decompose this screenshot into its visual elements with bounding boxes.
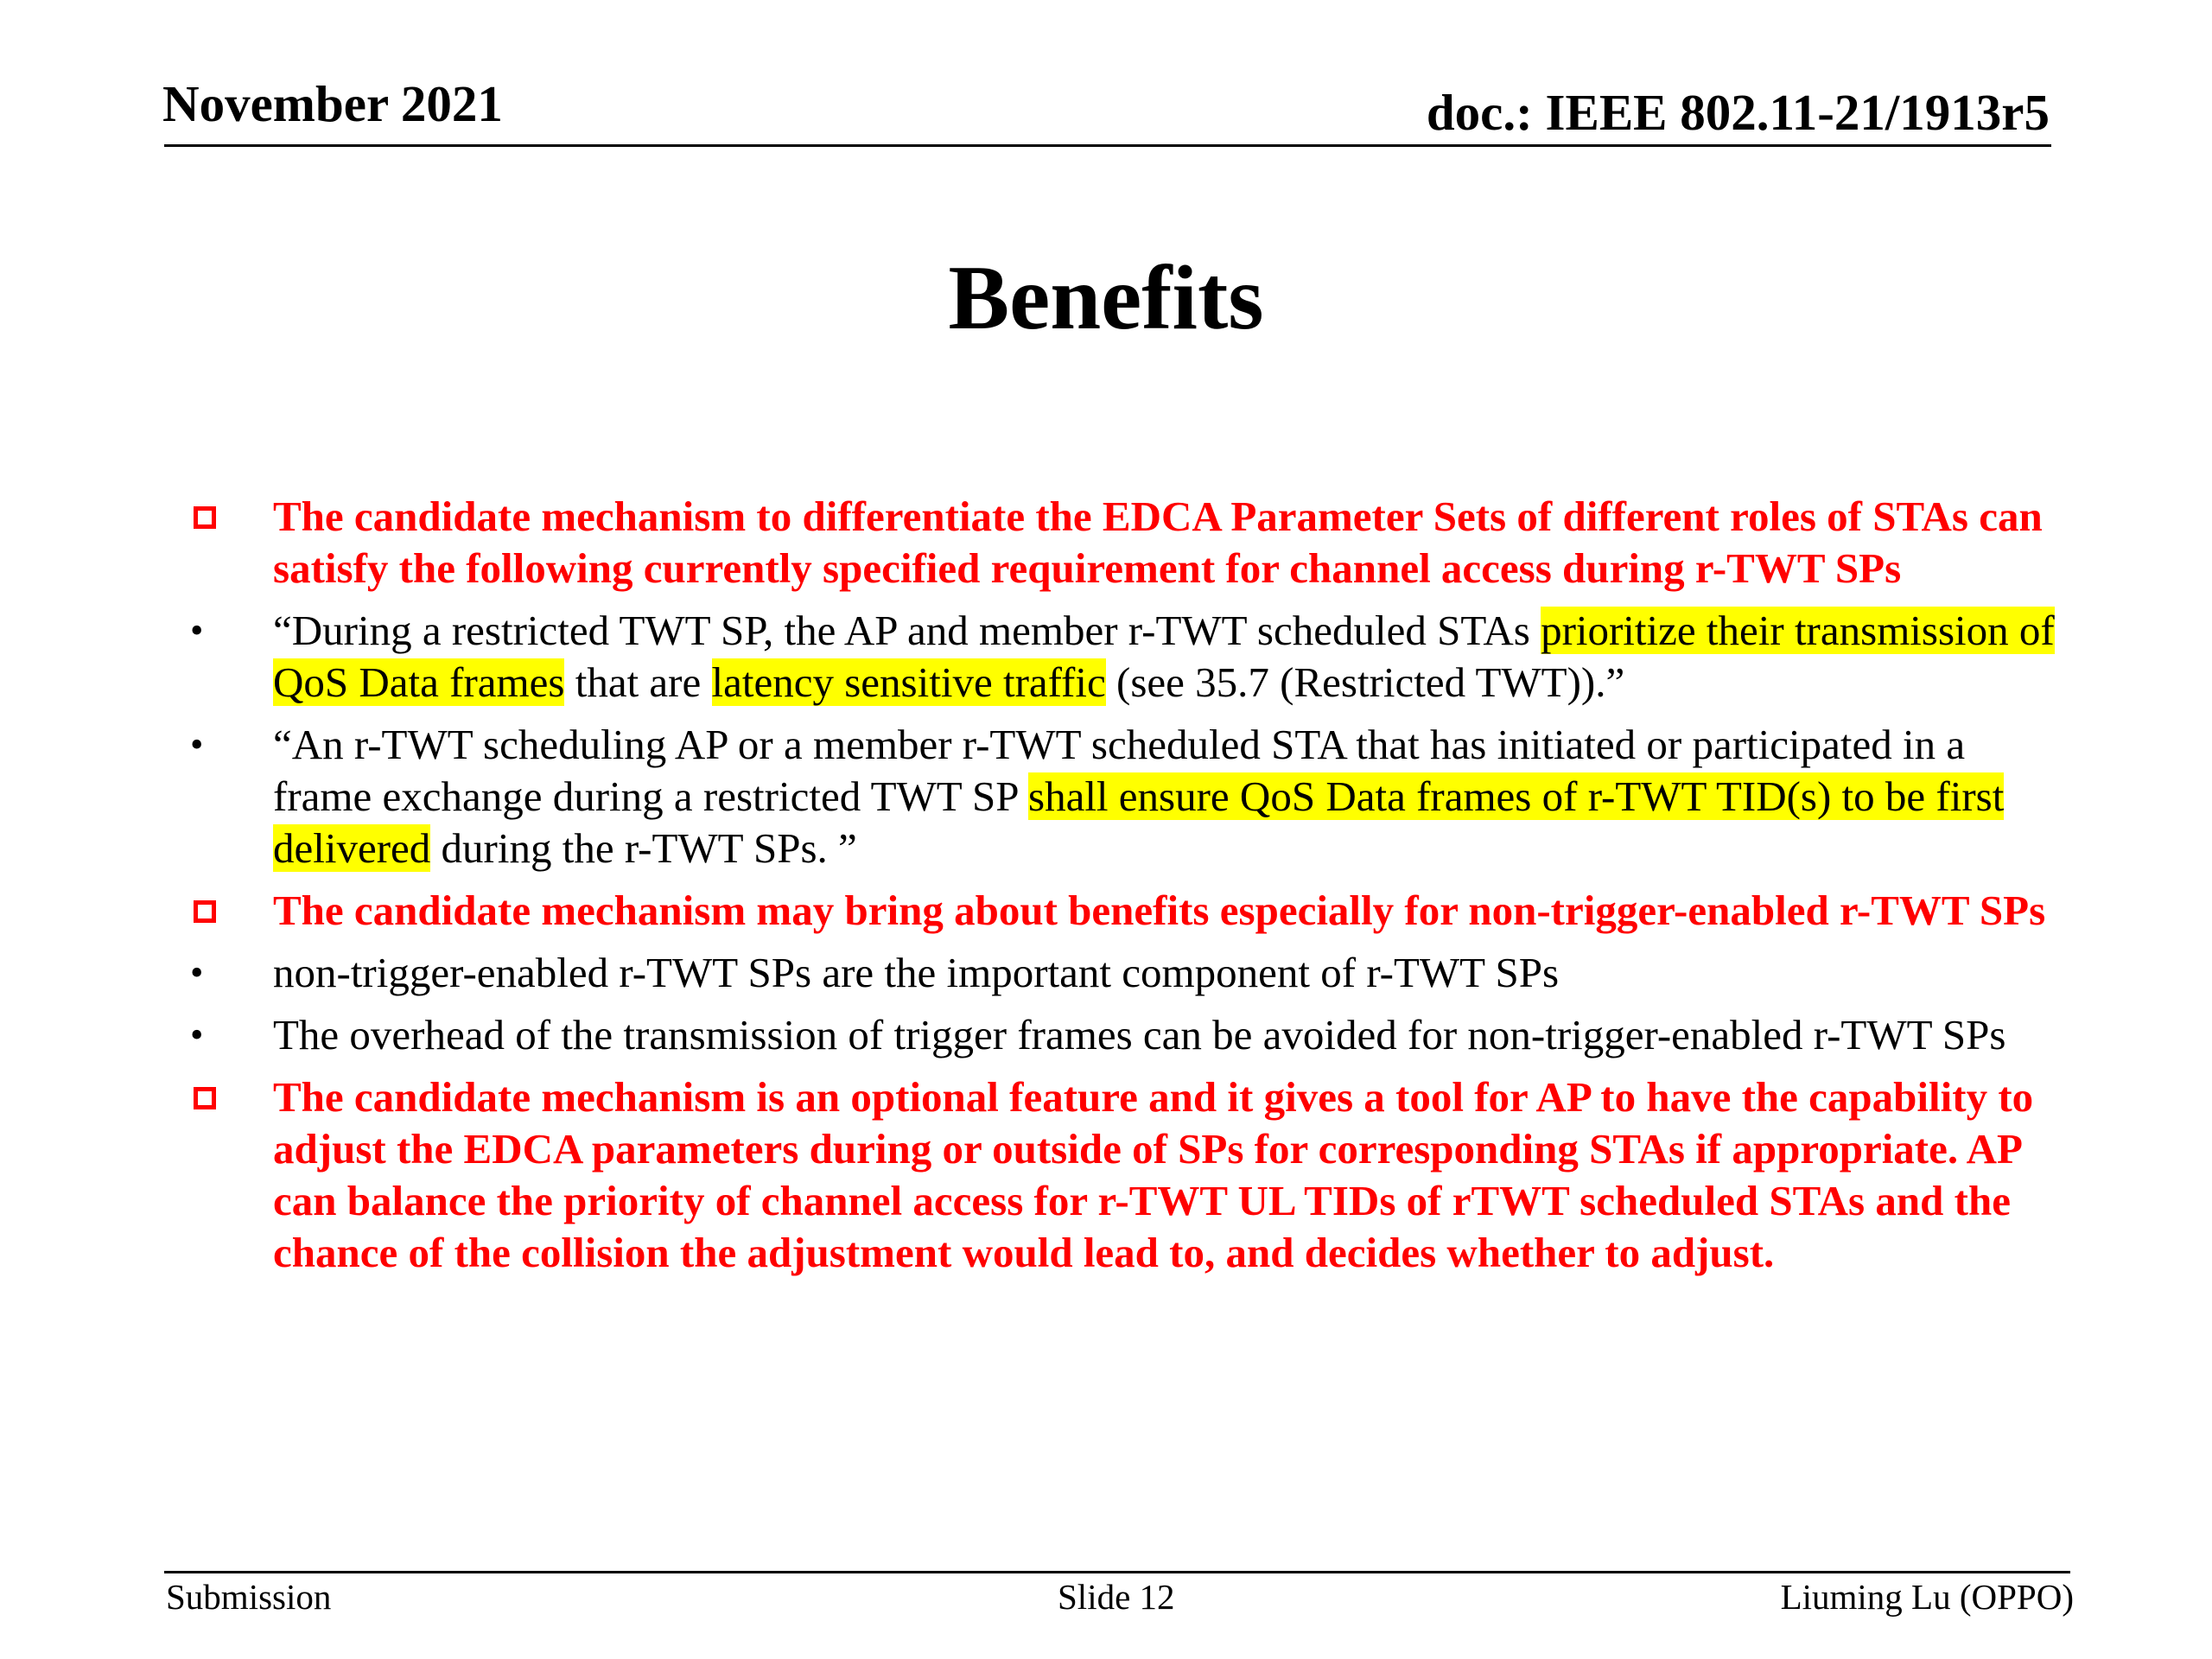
highlighted-text: shall ensure QoS Data frames of r-TWT TID(s) to be first delivered <box>273 772 2005 872</box>
text-segment: that are <box>564 658 712 706</box>
dot-bullet-icon: • <box>190 951 204 994</box>
bullet-item-2 <box>164 605 2065 709</box>
bullet-text <box>273 721 2004 872</box>
header-doc-id: doc.: IEEE 802.11-21/1913r5 <box>1426 84 2050 141</box>
slide-content <box>164 491 2065 1289</box>
bullet-text <box>273 607 2055 706</box>
dot-bullet-icon: • <box>190 609 204 652</box>
highlighted-text: latency sensitive traffic <box>711 658 1106 706</box>
bullet-item-7 <box>164 1071 2065 1279</box>
text-segment: during the r-TWT SPs. ” <box>430 824 857 872</box>
text-segment: “An r-TWT scheduling AP or a member r-TWT scheduled STA that has initiated or participated in a frame exchange during a restricted TWT SP <box>273 721 1966 820</box>
text-segment: “During a restricted TWT SP, the AP and member r-TWT scheduled STAs <box>273 607 1541 654</box>
dot-bullet-icon: • <box>190 723 204 766</box>
header-date: November 2021 <box>162 75 503 132</box>
footer-submission: Submission <box>166 1577 332 1617</box>
bullet-text: The candidate mechanism to differentiate the EDCA Parameter Sets of different roles of STAs can satisfy the following currently specified requirement for channel access during r-TWT SPs <box>273 493 2043 592</box>
footer-slide-number: Slide 12 <box>1058 1577 1175 1617</box>
square-bullet-icon <box>194 506 216 529</box>
footer-author: Liuming Lu (OPPO) <box>1780 1577 2074 1617</box>
highlighted-text: prioritize their transmission of QoS Data frames <box>273 607 2055 706</box>
square-bullet-icon <box>194 900 216 923</box>
header-rule <box>164 144 2051 147</box>
bullet-text: The candidate mechanism may bring about benefits especially for non-trigger-enabled r-TWT SPs <box>273 887 2046 934</box>
bullet-item-6 <box>164 1009 2065 1061</box>
square-bullet-icon <box>194 1087 216 1109</box>
dot-bullet-icon: • <box>190 1014 204 1056</box>
bullet-item-1 <box>164 491 2065 594</box>
slide-title: Benefits <box>948 247 1264 348</box>
bullet-text: non-trigger-enabled r-TWT SPs are the important component of r-TWT SPs <box>273 949 1560 996</box>
bullet-item-4 <box>164 885 2065 937</box>
footer-rule <box>164 1571 2070 1573</box>
bullet-text: The candidate mechanism is an optional feature and it gives a tool for AP to have the capability to adjust the EDCA parameters during or outside of SPs for corresponding STAs if appropriate. AP can balance the priority of channel access for r-TWT UL TIDs of rTWT scheduled STAs and the chance of the collision the adjustment would lead to, and decides whether to adjust. <box>273 1073 2034 1276</box>
bullet-item-3 <box>164 719 2065 874</box>
bullet-text: The overhead of the transmission of trigger frames can be avoided for non-trigger-enabled r-TWT SPs <box>273 1011 2006 1058</box>
text-segment: (see 35.7 (Restricted TWT)).” <box>1105 658 1625 706</box>
bullet-item-5 <box>164 947 2065 999</box>
